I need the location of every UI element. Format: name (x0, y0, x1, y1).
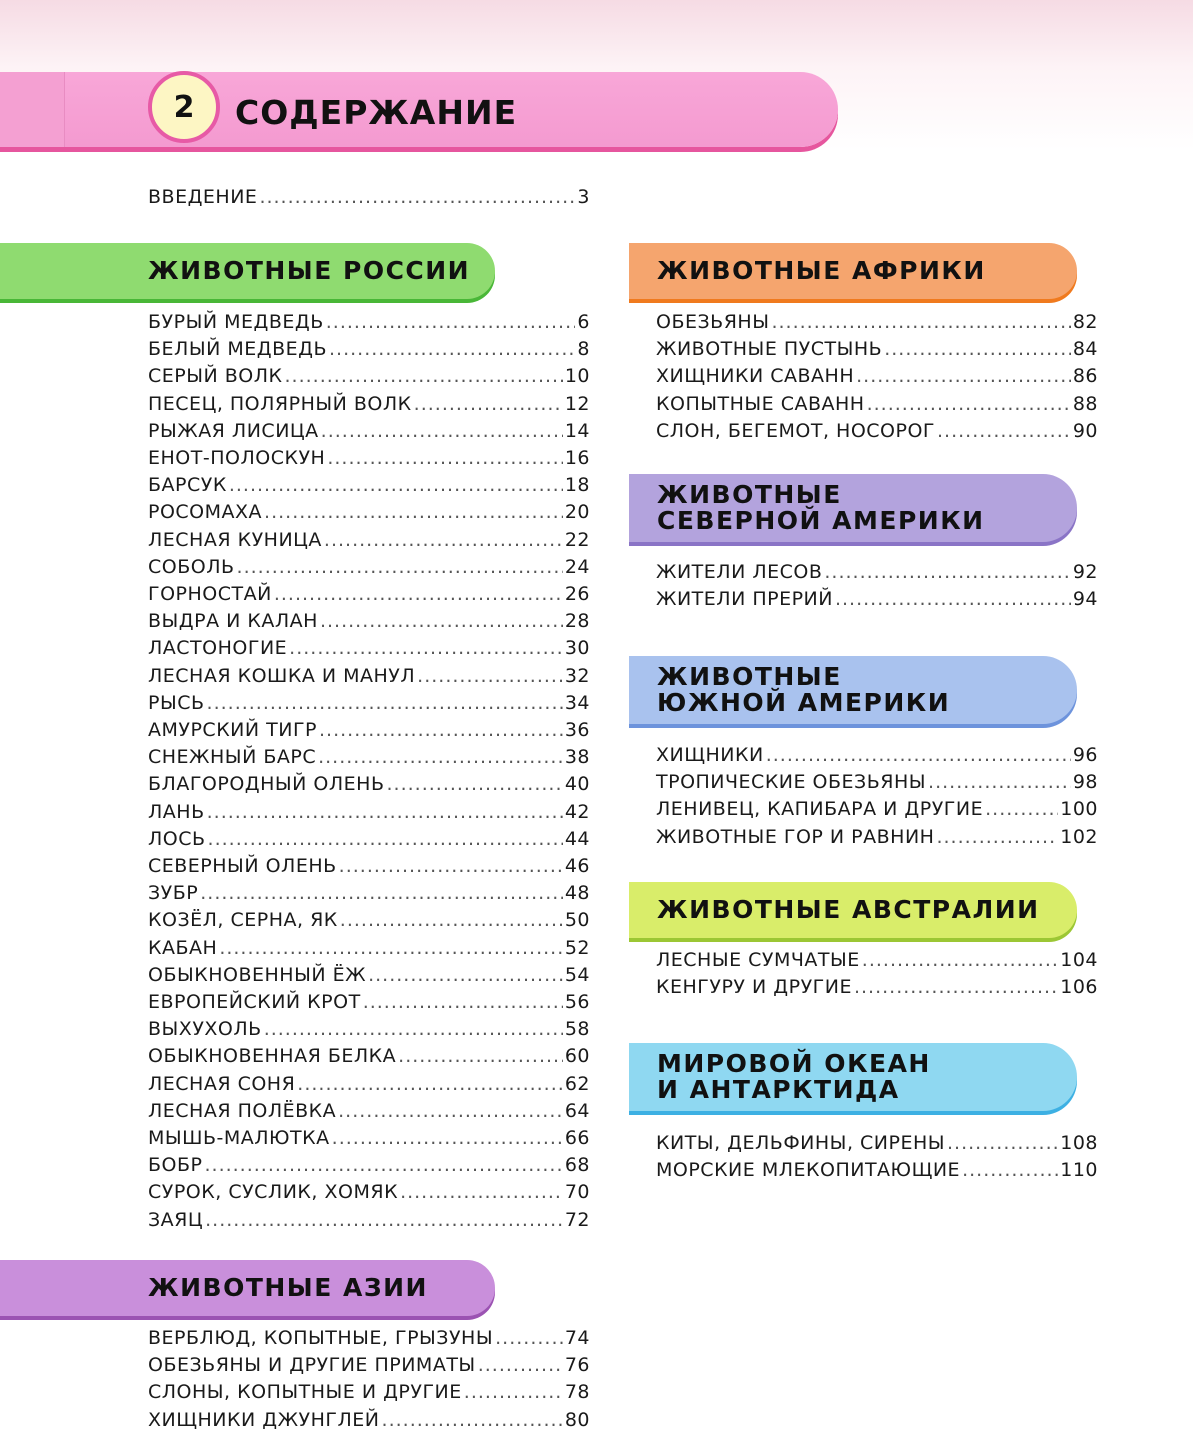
toc-leader-dots (766, 744, 1071, 766)
toc-leader-dots (319, 719, 563, 741)
toc-leader-dots (338, 1100, 563, 1122)
toc-entry[interactable] (148, 311, 590, 338)
toc-entry-title: ХИЩНИКИ ДЖУНГЛЕЙ (148, 1408, 380, 1431)
section-banner-ocean (629, 1043, 1077, 1111)
toc-entry[interactable] (656, 311, 1098, 338)
section-banner-africa (629, 243, 1077, 299)
toc-entry-title: ОБЫКНОВЕННЫЙ ЁЖ (148, 963, 367, 986)
toc-leader-dots (387, 773, 563, 795)
toc-entry-title: СЕВЕРНЫЙ ОЛЕНЬ (148, 855, 337, 877)
toc-entry-title: БЕЛЫЙ МЕДВЕДЬ (148, 338, 328, 361)
toc-entry-page: 36 (564, 719, 590, 741)
toc-leader-dots (339, 855, 563, 877)
toc-entry-page: 106 (1060, 976, 1098, 999)
toc-entry-page: 90 (1072, 419, 1098, 442)
toc-entry[interactable] (148, 420, 590, 447)
toc-entry-title: СЛОН, БЕГЕМОТ, НОСОРОГ (656, 419, 936, 442)
toc-entry[interactable] (148, 338, 590, 365)
toc-leader-dots (208, 828, 563, 850)
toc-entry-page: 30 (564, 637, 590, 660)
section-banner-russia (0, 243, 495, 299)
toc-entry-page: 10 (564, 365, 590, 388)
toc-entry-title: СЕРЫЙ ВОЛК (148, 365, 283, 388)
toc-entry[interactable] (148, 1018, 590, 1045)
toc-entry-title: ХИЩНИКИ САВАНН (656, 365, 855, 388)
toc-entry-page: 24 (564, 555, 590, 578)
toc-entry-title: ЛЕНИВЕЦ, КАПИБАРА И ДРУГИЕ (656, 798, 984, 821)
toc-leader-dots (204, 1154, 562, 1176)
toc-entry-page: 64 (564, 1099, 590, 1122)
toc-entry-title: ЖИТЕЛИ ПРЕРИЙ (656, 588, 833, 611)
toc-entry[interactable] (148, 692, 590, 719)
toc-entry-title: МОРСКИЕ МЛЕКОПИТАЮЩИЕ (656, 1159, 961, 1182)
toc-entry-page: 46 (564, 855, 590, 877)
toc-leader-dots (835, 588, 1071, 610)
toc-entry-page: 104 (1060, 949, 1098, 971)
toc-entry-page: 20 (564, 501, 590, 524)
toc-entry-title: ЛАСТОНОГИЕ (148, 637, 288, 660)
section-banner-south-america (629, 656, 1077, 724)
toc-entry[interactable] (148, 1045, 590, 1072)
section-title-line: ЖИВОТНЫЕ (657, 662, 842, 691)
toc-entry-page: 56 (564, 991, 590, 1013)
toc-entry-title: ВЫДРА И КАЛАН (148, 610, 318, 633)
toc-entry-page: 86 (1072, 365, 1098, 388)
toc-entry-title: КОЗЁЛ, СЕРНА, ЯК (148, 909, 338, 932)
toc-entry[interactable] (656, 393, 1098, 420)
toc-leader-dots (340, 909, 563, 931)
toc-entry-title: БАРСУК (148, 474, 227, 497)
toc-entry-title: ЕНОТ-ПОЛОСКУН (148, 447, 326, 469)
toc-entry-title: ГОРНОСТАЙ (148, 583, 272, 605)
toc-entry[interactable] (656, 949, 1098, 976)
toc-entry-title: ЛЕСНАЯ СОНЯ (148, 1072, 296, 1095)
toc-entry-title: СОБОЛЬ (148, 555, 235, 578)
section-title-line: ЖИВОТНЫЕ АВСТРАЛИИ (657, 895, 1040, 924)
toc-leader-dots (205, 1209, 563, 1231)
toc-entry[interactable] (148, 1154, 590, 1181)
toc-entry-page: 76 (564, 1354, 590, 1377)
toc-entry-page: 108 (1060, 1132, 1098, 1154)
toc-leader-dots (229, 474, 563, 496)
toc-entry-page: 102 (1060, 825, 1098, 848)
toc-entry-title: КАБАН (148, 936, 218, 959)
toc-entry[interactable] (656, 976, 1098, 1003)
toc-leader-dots (237, 556, 563, 578)
toc-entry-title: ЛОСЬ (148, 827, 206, 850)
toc-entry-page: 54 (564, 963, 590, 986)
toc-entry-title: ЛЕСНАЯ КОШКА И МАНУЛ (148, 664, 416, 687)
toc-entry-title: БУРЫЙ МЕДВЕДЬ (148, 311, 324, 333)
section-title-line: ЖИВОТНЫЕ АЗИИ (148, 1273, 428, 1302)
toc-entry[interactable] (148, 501, 590, 528)
toc-leader-dots (417, 665, 563, 687)
toc-leader-dots (324, 529, 563, 551)
toc-entry-title: ВЕРБЛЮД, КОПЫТНЫЕ, ГРЫЗУНЫ (148, 1327, 494, 1349)
toc-entry[interactable] (656, 771, 1098, 798)
page-number: 2 (173, 89, 195, 125)
toc-leader-dots (937, 420, 1071, 442)
toc-entry-title: КОПЫТНЫЕ САВАНН (656, 392, 865, 415)
toc-leader-dots (264, 501, 563, 523)
toc-leader-dots (332, 1127, 563, 1149)
toc-entry-page: 38 (564, 746, 590, 769)
toc-entry-page: 12 (564, 392, 590, 415)
toc-entry-title: БОБР (148, 1154, 203, 1177)
toc-entry[interactable] (656, 1132, 1098, 1159)
section-title-line: ЖИВОТНЫЕ (657, 480, 842, 509)
toc-entry-title: ТРОПИЧЕСКИЕ ОБЕЗЬЯНЫ (656, 771, 927, 794)
toc-leader-dots (219, 937, 563, 959)
toc-entry-title: КЕНГУРУ И ДРУГИЕ (656, 976, 852, 999)
toc-entry[interactable] (148, 882, 590, 909)
toc-entry[interactable] (148, 909, 590, 936)
toc-entry-page: 110 (1060, 1159, 1098, 1182)
toc-entry-title: РЫСЬ (148, 691, 205, 714)
toc-leader-dots (285, 365, 563, 387)
toc-entry-title: СЛОНЫ, КОПЫТНЫЕ И ДРУГИЕ (148, 1381, 462, 1404)
toc-entry[interactable] (148, 556, 590, 583)
toc-entry[interactable] (148, 746, 590, 773)
toc-entry-page: 28 (564, 610, 590, 633)
toc-leader-dots (264, 1018, 563, 1040)
toc-entry-page: 52 (564, 936, 590, 959)
toc-entry-page: 80 (564, 1408, 590, 1431)
page-number-badge (148, 71, 220, 143)
toc-entry-title: АМУРСКИЙ ТИГР (148, 719, 318, 741)
toc-entry-title: ВЫХУХОЛЬ (148, 1018, 262, 1041)
toc-leader-dots (200, 882, 563, 904)
toc-entry-title: ВВЕДЕНИЕ (148, 186, 258, 208)
toc-leader-dots (321, 420, 563, 442)
toc-entry-title: КИТЫ, ДЕЛЬФИНЫ, СИРЕНЫ (656, 1132, 946, 1154)
section-banner-asia (0, 1260, 495, 1316)
toc-entry[interactable] (148, 1209, 590, 1236)
toc-entry-page: 40 (564, 773, 590, 796)
toc-entry-title: МЫШЬ-МАЛЮТКА (148, 1127, 330, 1149)
toc-leader-dots (329, 338, 575, 360)
toc-entry-page: 16 (564, 447, 590, 469)
toc-entry[interactable] (148, 1381, 590, 1408)
toc-leader-dots (824, 561, 1070, 583)
toc-entry-title: ЛЕСНЫЕ СУМЧАТЫЕ (656, 949, 860, 971)
toc-leader-dots (259, 186, 575, 208)
toc-entry-page: 42 (564, 800, 590, 823)
toc-leader-dots (207, 801, 563, 823)
toc-entry-title: ОБЫКНОВЕННАЯ БЕЛКА (148, 1045, 397, 1068)
toc-entry[interactable] (148, 583, 590, 610)
toc-leader-dots (363, 991, 563, 1013)
toc-leader-dots (368, 964, 563, 986)
toc-entry[interactable] (148, 447, 590, 474)
toc-leader-dots (478, 1354, 563, 1376)
toc-entry[interactable] (656, 561, 1098, 588)
toc-entry-page: 82 (1072, 311, 1098, 333)
toc-entry-page: 88 (1072, 392, 1098, 415)
toc-entry[interactable] (148, 637, 590, 664)
toc-leader-dots (274, 583, 563, 605)
toc-entry-page: 60 (564, 1045, 590, 1068)
toc-entry[interactable] (148, 719, 590, 746)
toc-entry-title: СУРОК, СУСЛИК, ХОМЯК (148, 1181, 399, 1204)
toc-entry[interactable] (148, 1181, 590, 1208)
toc-entry-page: 98 (1072, 771, 1098, 794)
toc-entry-page: 44 (564, 827, 590, 850)
toc-leader-dots (936, 826, 1058, 848)
toc-entry[interactable] (148, 828, 590, 855)
toc-entry[interactable] (148, 1100, 590, 1127)
toc-entry-page: 74 (564, 1327, 590, 1349)
toc-entry[interactable] (148, 665, 590, 692)
toc-entry-page: 18 (564, 474, 590, 497)
toc-entry[interactable] (148, 365, 590, 392)
toc-entry-page: 26 (564, 583, 590, 605)
toc-entry-title: ПЕСЕЦ, ПОЛЯРНЫЙ ВОЛК (148, 392, 412, 415)
section-title-line: СЕВЕРНОЙ АМЕРИКИ (657, 506, 985, 535)
toc-entry-title: СНЕЖНЫЙ БАРС (148, 746, 317, 769)
toc-entry-title: ЕВРОПЕЙСКИЙ КРОТ (148, 991, 361, 1013)
toc-leader-dots (326, 311, 576, 333)
toc-entry[interactable] (148, 991, 590, 1018)
toc-entry-page: 100 (1060, 798, 1098, 821)
toc-entry[interactable] (148, 1327, 590, 1354)
toc-leader-dots (327, 447, 562, 469)
section-title-line: ЖИВОТНЫЕ АФРИКИ (657, 256, 986, 285)
section-title-line: МИРОВОЙ ОКЕАН (657, 1049, 931, 1078)
toc-entry[interactable] (148, 529, 590, 556)
toc-entry-title: БЛАГОРОДНЫЙ ОЛЕНЬ (148, 773, 385, 796)
toc-leader-dots (400, 1181, 563, 1203)
toc-entry-page: 3 (577, 186, 590, 208)
toc-entry-title: ЖИТЕЛИ ЛЕСОВ (656, 561, 823, 583)
toc-entry-title: ЖИВОТНЫЕ ПУСТЫНЬ (656, 338, 883, 361)
toc-entry-page: 50 (564, 909, 590, 932)
toc-entry-title: РОСОМАХА (148, 501, 263, 524)
section-banner-north-america (629, 474, 1077, 542)
toc-leader-dots (947, 1132, 1058, 1154)
toc-entry-page: 14 (564, 419, 590, 442)
toc-entry-title: ЗАЯЦ (148, 1208, 204, 1231)
toc-leader-dots (884, 338, 1071, 360)
toc-entry[interactable] (148, 1073, 590, 1100)
toc-leader-dots (382, 1409, 563, 1431)
toc-entry[interactable] (656, 588, 1098, 615)
toc-entry-page: 8 (577, 338, 590, 361)
toc-entry[interactable] (148, 474, 590, 501)
toc-entry[interactable] (148, 773, 590, 800)
section-title-line: И АНТАРКТИДА (657, 1075, 900, 1104)
toc-leader-dots (962, 1159, 1058, 1181)
toc-entry-title: ЛЕСНАЯ ПОЛЁВКА (148, 1099, 337, 1122)
toc-entry-page: 92 (1072, 561, 1098, 583)
toc-leader-dots (297, 1073, 563, 1095)
section-title-line: ЖИВОТНЫЕ РОССИИ (148, 256, 471, 285)
toc-leader-dots (464, 1381, 563, 1403)
toc-entry-page: 68 (564, 1154, 590, 1177)
toc-entry-title: ЛЕСНАЯ КУНИЦА (148, 528, 322, 551)
toc-leader-dots (854, 976, 1058, 998)
toc-entry-title: ОБЕЗЬЯНЫ (656, 311, 770, 333)
toc-entry-intro[interactable] (148, 186, 590, 213)
toc-entry-page: 84 (1072, 338, 1098, 361)
toc-entry[interactable] (148, 1127, 590, 1154)
toc-entry-page: 32 (564, 664, 590, 687)
toc-leader-dots (928, 771, 1071, 793)
toc-entry[interactable] (148, 1409, 590, 1436)
toc-entry[interactable] (148, 964, 590, 991)
toc-entry-page: 6 (577, 311, 590, 333)
toc-entry[interactable] (656, 798, 1098, 825)
toc-entry-title: ЛАНЬ (148, 800, 205, 823)
toc-entry[interactable] (656, 826, 1098, 853)
toc-entry[interactable] (148, 937, 590, 964)
toc-entry[interactable] (148, 1354, 590, 1381)
toc-entry-page: 48 (564, 882, 590, 905)
toc-leader-dots (856, 365, 1071, 387)
toc-entry[interactable] (148, 801, 590, 828)
toc-entry-title: РЫЖАЯ ЛИСИЦА (148, 419, 319, 442)
toc-entry-page: 62 (564, 1072, 590, 1095)
toc-entry-page: 66 (564, 1127, 590, 1149)
page-title: СОДЕРЖАНИЕ (235, 93, 518, 132)
toc-entry-page: 96 (1072, 744, 1098, 766)
toc-entry[interactable] (148, 855, 590, 882)
toc-entry-title: ЗУБР (148, 882, 199, 905)
toc-leader-dots (207, 692, 563, 714)
toc-leader-dots (320, 610, 563, 632)
toc-entry[interactable] (656, 338, 1098, 365)
toc-entry-page: 78 (564, 1381, 590, 1404)
section-banner-australia (629, 882, 1077, 938)
toc-entry-page: 94 (1072, 588, 1098, 611)
toc-entry-page: 72 (564, 1208, 590, 1231)
toc-entry[interactable] (656, 420, 1098, 447)
section-title-line: ЮЖНОЙ АМЕРИКИ (657, 688, 951, 717)
toc-leader-dots (771, 311, 1070, 333)
toc-entry-page: 58 (564, 1018, 590, 1041)
toc-entry[interactable] (656, 1159, 1098, 1186)
toc-entry[interactable] (148, 610, 590, 637)
toc-entry[interactable] (148, 393, 590, 420)
toc-entry-page: 70 (564, 1181, 590, 1204)
toc-leader-dots (495, 1327, 563, 1349)
toc-leader-dots (289, 637, 563, 659)
toc-entry-page: 34 (564, 691, 590, 714)
toc-entry-title: ОБЕЗЬЯНЫ И ДРУГИЕ ПРИМАТЫ (148, 1354, 476, 1377)
toc-leader-dots (985, 798, 1058, 820)
toc-leader-dots (318, 746, 563, 768)
toc-leader-dots (867, 393, 1071, 415)
toc-entry-title: ХИЩНИКИ (656, 744, 764, 766)
toc-leader-dots (414, 393, 563, 415)
toc-leader-dots (862, 949, 1058, 971)
toc-leader-dots (398, 1045, 563, 1067)
toc-entry[interactable] (656, 365, 1098, 392)
toc-entry-page: 22 (564, 528, 590, 551)
toc-entry[interactable] (656, 744, 1098, 771)
toc-entry-title: ЖИВОТНЫЕ ГОР И РАВНИН (656, 825, 935, 848)
